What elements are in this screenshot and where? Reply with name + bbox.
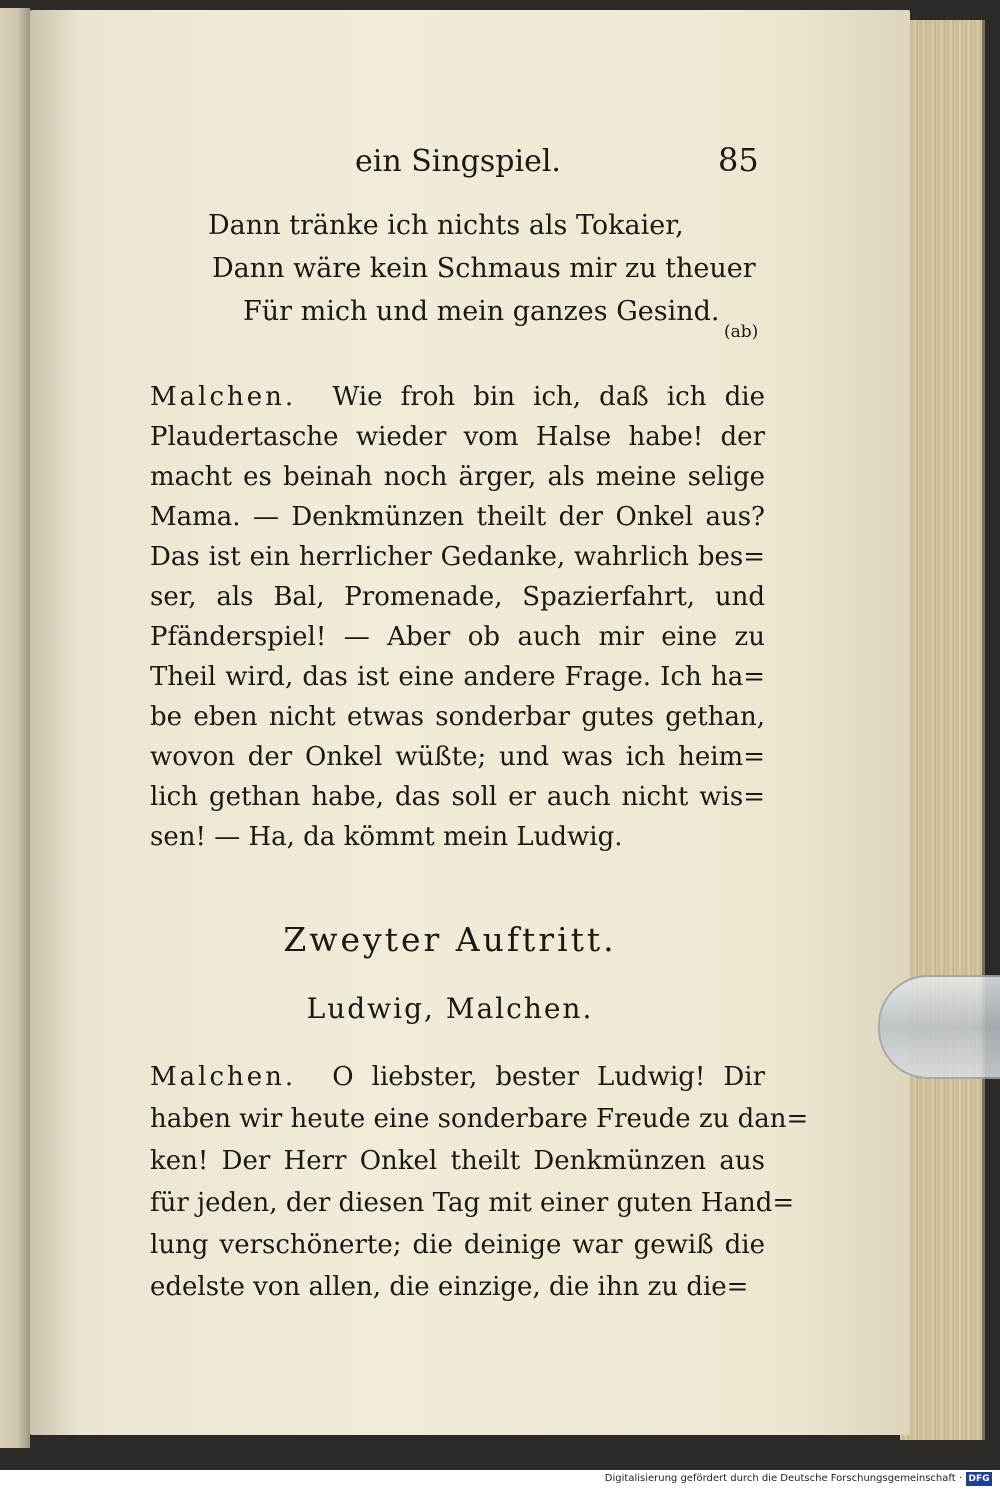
- scene-heading: Zweyter Auftritt.: [283, 920, 617, 959]
- dfg-logo: DFG: [966, 1472, 992, 1486]
- prose-line: Theil wird, das ist eine andere Frage. Ich ha=: [150, 662, 765, 692]
- book-page-edges: [900, 20, 985, 1440]
- prose-line: Pfänderspiel! — Aber ob auch mir eine zu: [150, 622, 765, 652]
- prose-line: Das ist ein herrlicher Gedanke, wahrlich bes=: [150, 542, 765, 572]
- prose-line: ken! Der Herr Onkel theilt Denkmünzen aus: [150, 1146, 765, 1176]
- digitization-credit: Digitalisierung gefördert durch die Deutsche Forschungsgemeinschaft ·: [604, 1473, 962, 1484]
- facing-page-edge: [0, 8, 30, 1448]
- speaker-name: Malchen.: [150, 1062, 297, 1092]
- stage-direction: (ab): [724, 322, 759, 342]
- verse-line: Dann wäre kein Schmaus mir zu theuer: [212, 253, 756, 284]
- prose-line: [150, 1062, 765, 1092]
- prose-line: [150, 382, 765, 412]
- prose-line: für jeden, der diesen Tag mit einer guten Hand=: [150, 1188, 795, 1218]
- prose-line: sen! — Ha, da kömmt mein Ludwig.: [150, 822, 623, 852]
- prose-line: Plaudertasche wieder vom Halse habe! der: [150, 422, 765, 452]
- verse-line: Für mich und mein ganzes Gesind.: [243, 296, 720, 327]
- prose-line: ser, als Bal, Promenade, Spazierfahrt, und: [150, 582, 765, 612]
- prose-line: lung verschönerte; die deinige war gewiß die: [150, 1230, 765, 1260]
- prose-line: lich gethan habe, das soll er auch nicht wis=: [150, 782, 765, 812]
- prose-line: wovon der Onkel wüßte; und was ich heim=: [150, 742, 765, 772]
- page-clip: [878, 975, 1000, 1079]
- prose-line: macht es beinah noch ärger, als meine selige: [150, 462, 765, 492]
- prose-line: be eben nicht etwas sonderbar gutes gethan,: [150, 702, 765, 732]
- verse-line: Dann tränke ich nichts als Tokaier,: [208, 210, 684, 241]
- speaker-name: Malchen.: [150, 382, 297, 412]
- scene-characters: Ludwig, Malchen.: [306, 992, 594, 1025]
- running-head: ein Singspiel.: [355, 144, 561, 179]
- prose-line: edelste von allen, die einzige, die ihn zu die=: [150, 1272, 749, 1302]
- prose-line: haben wir heute eine sonderbare Freude zu dan=: [150, 1104, 809, 1134]
- line-text: Wie froh bin ich, daß ich die: [332, 382, 766, 412]
- line-text: O liebster, bester Ludwig! Dir: [332, 1062, 766, 1092]
- page-number: 85: [718, 141, 759, 179]
- prose-line: Mama. — Denkmünzen theilt der Onkel aus?: [150, 502, 765, 532]
